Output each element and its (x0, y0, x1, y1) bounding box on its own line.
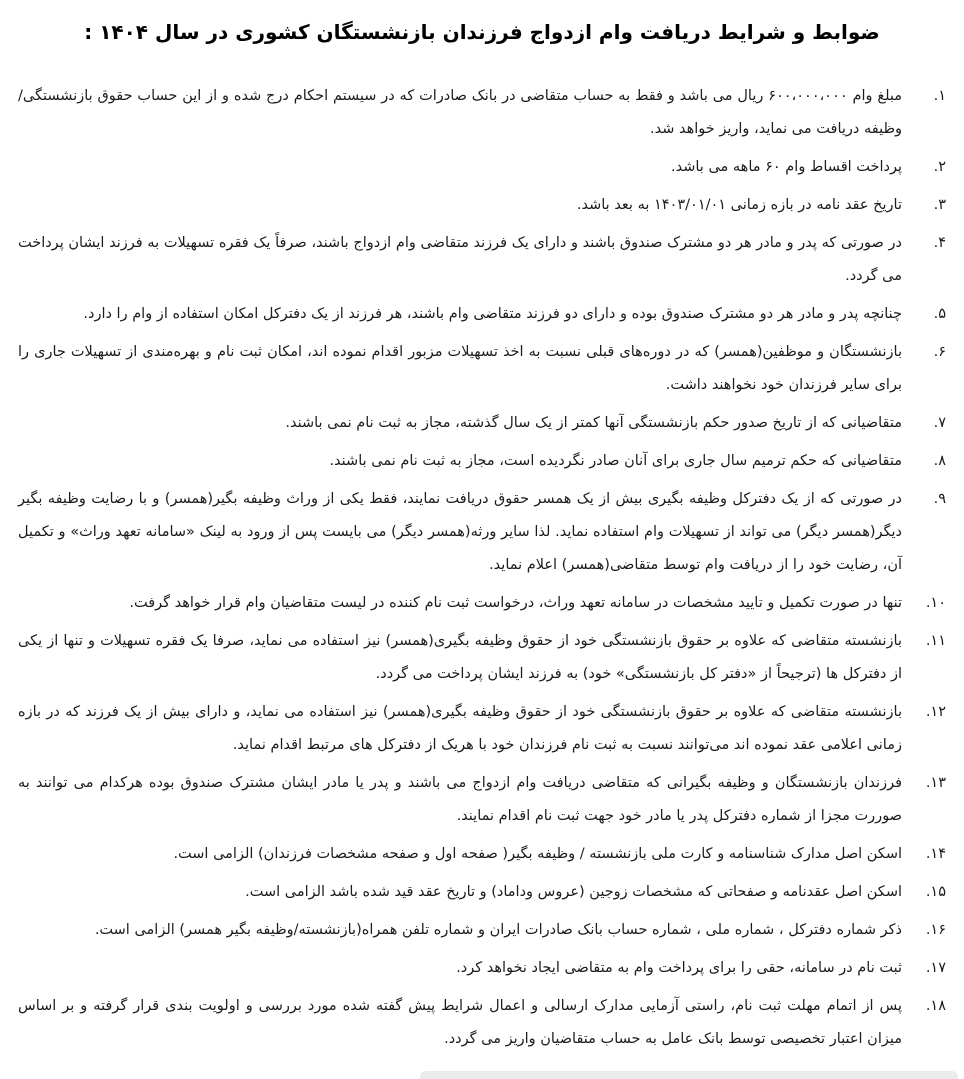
item-text: بازنشستگان و موظفین(همسر) که در دوره‌های قبلی نسبت به اخذ تسهیلات مزبور اقدام نموده اند، امکان ثبت نام و بهره‌مندی از تسهیلات جاری را برای سایر فرزندان خود نخواهند داشت. (18, 344, 902, 393)
list-item (18, 151, 946, 184)
item-number: ۱۳. (925, 775, 946, 791)
item-text: چنانچه پدر و مادر هر دو مشترک صندوق بوده و دارای دو فرزند متقاضی وام باشند، هر فرزند از یک دفترکل امکان استفاده از وام را دارد. (83, 306, 902, 322)
item-number: ۱۱. (925, 633, 946, 649)
item-text: مبلغ وام ۶۰۰،۰۰۰،۰۰۰ ریال می باشد و فقط به حساب متقاضی در بانک صادرات که در سیستم احکام درج شده و از این حساب حقوق بازنشستگی/ وظیفه دریافت می نماید، واریز خواهد شد. (18, 88, 903, 137)
list-item (18, 483, 946, 582)
item-text: تاریخ عقد نامه در بازه زمانی ۱۴۰۳/۰۱/۰۱ به بعد باشد. (576, 197, 902, 213)
item-text: اسکن اصل مدارک شناسنامه و کارت ملی بازنشسته / وظیفه بگیر( صفحه اول و صفحه مشخصات فرزندان) الزامی است. (173, 846, 902, 862)
list-item (18, 990, 946, 1056)
page-title: ضوابط و شرایط دریافت وام ازدواج فرزندان بازنشستگان کشوری در سال ۱۴۰۴ : (84, 20, 880, 44)
item-text: پرداخت اقساط وام ۶۰ ماهه می باشد. (671, 159, 902, 175)
item-text: پس از اتمام مهلت ثبت نام، راستی آزمایی مدارک ارسالی و اعمال شرایط پیش گفته شده مورد بررسی و اولویت بندی قرار گرفته و بر اساس میزان اعتبار تخصیصی توسط بانک عامل به حساب متقاضیان واریز می گردد. (18, 998, 902, 1047)
item-number: ۴. (933, 235, 946, 251)
list-item (18, 625, 946, 691)
item-number: ۱۲. (925, 704, 946, 720)
item-text: متقاضیانی که از تاریخ صدور حکم بازنشستگی آنها کمتر از یک سال گذشته، مجاز به ثبت نام نمی باشند. (285, 415, 902, 431)
list-item (18, 189, 946, 222)
item-text: فرزندان بازنشستگان و وظیفه بگیرانی که متقاضی دریافت وام ازدواج می باشند و پدر یا مادر ایشان مشترک صندوق بوده هرکدام می توانند به صوررت مجزا از شماره دفترکل پدر یا مادر خود جهت ثبت نام اقدام نمایند. (18, 775, 902, 824)
item-text: متقاضیانی که حکم ترمیم سال جاری برای آنان صادر نگردیده است، مجاز به ثبت نام نمی باشند. (329, 453, 902, 469)
list-item (18, 298, 946, 331)
list-item (18, 227, 946, 293)
list-item (18, 696, 946, 762)
list-item (18, 838, 946, 871)
list-item (18, 336, 946, 402)
list-item (18, 952, 946, 985)
item-number: ۱۵. (925, 884, 946, 900)
item-number: ۹. (933, 491, 946, 507)
item-number: ۷. (933, 415, 946, 431)
item-text: ثبت نام در سامانه، حقی را برای پرداخت وام به متقاضی ایجاد نخواهد کرد. (456, 960, 902, 976)
item-number: ۱۷. (925, 960, 946, 976)
item-text: بازنشسته متقاضی که علاوه بر حقوق بازنشستگی خود از حقوق وظیفه بگیری(همسر) نیز استفاده می نماید، و دارای بیش از یک فرزند که در بازه زمانی اعلامی عقد نموده اند می‌توانند نسبت به ثبت نام فرزندان خود با هریک از دفترکل های مرتبط اقدام نماید. (18, 704, 902, 753)
item-text: ذکر شماره دفترکل ، شماره ملی ، شماره حساب بانک صادرات ایران و شماره تلفن همراه(بازنشسته/وظیفه بگیر همسر) الزامی است. (94, 922, 902, 938)
item-number: ۶. (933, 344, 946, 360)
scroll-remnant-bar (420, 1071, 958, 1079)
list-item (18, 407, 946, 440)
list-item (18, 876, 946, 909)
list-item (18, 767, 946, 833)
item-number: ۸. (933, 453, 946, 469)
item-text: در صورتی که پدر و مادر هر دو مشترک صندوق باشند و دارای یک فرزند متقاضی وام ازدواج باشند، صرفاً یک فقره تسهیلات به فرزند ایشان پرداخت می گردد. (18, 235, 902, 284)
item-number: ۱۰. (925, 595, 946, 611)
item-text: بازنشسته متقاضی که علاوه بر حقوق بازنشستگی خود از حقوق وظیفه بگیری(همسر) نیز استفاده می نماید، صرفا یک فقره تسهیلات و تنها از یکی از دفترکل ها (ترجیحاً از «دفتر کل بازنشستگی» خود) به فرزند ایشان پرداخت می گردد. (18, 633, 902, 682)
list-item (18, 587, 946, 620)
loan-terms-list (18, 80, 946, 1056)
item-text: تنها در صورت تکمیل و تایید مشخصات در سامانه تعهد وراث، درخواست ثبت نام کننده در لیست متقاضیان وام قرار خواهد گرفت. (129, 595, 902, 611)
item-number: ۱۸. (925, 998, 946, 1014)
item-number: ۱۴. (925, 846, 946, 862)
item-text: اسکن اصل عقدنامه و صفحاتی که مشخصات زوجین (عروس وداماد) و تاریخ عقد قید شده باشد الزامی است. (245, 884, 902, 900)
list-item (18, 445, 946, 478)
item-number: ۱۶. (925, 922, 946, 938)
item-number: ۳. (933, 197, 946, 213)
item-number: ۲. (933, 159, 946, 175)
list-item (18, 914, 946, 947)
item-number: ۵. (933, 306, 946, 322)
list-item (18, 80, 946, 146)
item-text: در صورتی که از یک دفترکل وظیفه بگیری بیش از یک همسر حقوق دریافت نمایند، فقط یکی از وراث وظیفه بگیر(همسر) و با رضایت وظیفه بگیر دیگر(همسر دیگر) می تواند از تسهیلات وام استفاده نماید. لذا سایر ورثه(همسر دیگر) می بایست پس از ورود به لینک «سامانه تعهد وراث» و تکمیل آن، رضایت خود را از دریافت وام توسط متقاضی(همسر) اعلام نماید. (18, 491, 902, 573)
item-number: ۱. (933, 88, 946, 104)
